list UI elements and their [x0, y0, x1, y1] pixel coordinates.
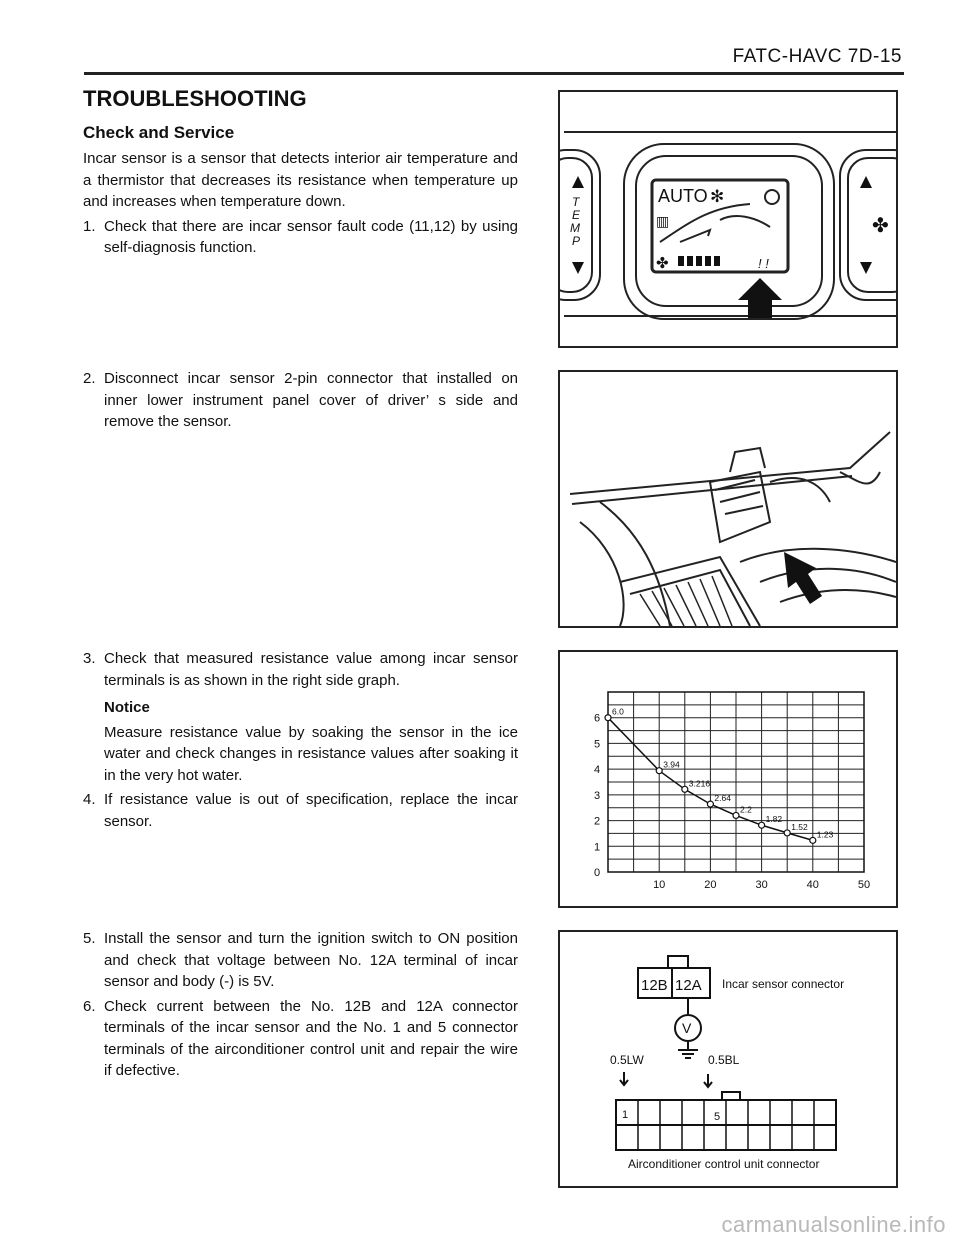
data-point	[810, 837, 816, 843]
control-panel-illustration	[560, 92, 896, 346]
control-panel-figure	[558, 90, 898, 348]
step-item	[83, 789, 518, 832]
x-tick-label: 50	[857, 879, 871, 891]
data-point	[605, 715, 611, 721]
fan-icon: ✤	[872, 213, 889, 237]
temp-letter: E	[572, 208, 581, 222]
temp-letter: T	[572, 195, 580, 209]
svg-text:✻: ✻	[710, 187, 725, 207]
incar-connector-label: Incar sensor connector	[722, 977, 845, 991]
data-point	[733, 812, 739, 818]
data-label: 1.82	[765, 814, 783, 825]
notice-heading: Notice	[104, 699, 150, 716]
fan-icon: ✤	[656, 254, 669, 272]
step-number: 6.	[83, 997, 96, 1015]
resistance-graph-figure	[558, 650, 898, 908]
step-text: Check that measured resistance value among incar sensor terminals is as shown in the right side graph.	[104, 650, 518, 689]
temp-letter: M	[570, 221, 580, 235]
watermark: carmanualsonline.info	[721, 1212, 946, 1237]
wire-bl-label: 0.5BL	[708, 1053, 740, 1067]
intro-block	[83, 148, 518, 261]
step-item	[83, 368, 518, 433]
data-point	[707, 801, 713, 807]
x-tick-label: 20	[704, 879, 717, 891]
data-label: 3.216	[688, 778, 711, 789]
y-tick-label: 2	[594, 815, 601, 828]
resistance-chart	[560, 652, 896, 906]
page-header: FATC-HAVC 7D-15	[732, 46, 902, 67]
step-number: 4.	[83, 791, 96, 808]
step-item	[83, 648, 518, 691]
sensor-location-illustration	[560, 372, 896, 626]
data-point	[682, 786, 688, 792]
step-3-block	[83, 648, 518, 834]
sensor-location-figure	[558, 370, 898, 628]
notice-text: Measure resistance value by soaking the sensor in the ice water and check changes in resistance values after soaking it in the very hot water.	[104, 723, 518, 784]
y-tick-label: 4	[594, 764, 601, 777]
step-number: 5.	[83, 930, 96, 947]
step-2-block	[83, 368, 518, 435]
wiring-diagram	[560, 932, 896, 1186]
step-text: If resistance value is out of specification, replace the incar sensor.	[104, 791, 518, 830]
data-point	[784, 830, 790, 836]
data-label: 1.52	[791, 821, 808, 832]
step-number: 3.	[83, 650, 96, 667]
temp-letter: P	[572, 234, 581, 248]
step-text: Check that there are incar sensor fault code (11,12) by using self-diagnosis function.	[104, 217, 518, 256]
step-text: Disconnect incar sensor 2-pin connector that installed on inner lower instrument panel cover of driver’ s side and remove the sensor.	[104, 370, 518, 430]
step-item	[83, 928, 518, 993]
intro-paragraph: Incar sensor is a sensor that detects interior air temperature and a thermistor that decreases its resistance when temperature up and increases when temperature down.	[83, 150, 518, 210]
svg-text:! !: ! !	[758, 256, 769, 271]
header-rule	[84, 72, 904, 75]
section-subtitle: Check and Service	[83, 123, 235, 142]
y-tick-label: 0	[594, 867, 601, 879]
data-label: 2.2	[740, 804, 752, 815]
panel-auto-label: AUTO	[658, 186, 708, 206]
x-tick-label: 30	[755, 879, 768, 891]
x-tick-label: 40	[806, 879, 819, 891]
step-text: Install the sensor and turn the ignition switch to ON position and check that voltage between No. 12A terminal of incar sensor and body (-) is 5V.	[104, 930, 518, 990]
y-tick-label: 1	[594, 841, 601, 854]
data-label: 6.0	[612, 706, 624, 717]
step-5-block	[83, 928, 518, 1084]
wire-lw-label: 0.5LW	[610, 1053, 644, 1067]
terminal-1-label: 1	[622, 1109, 629, 1121]
y-tick-label: 6	[594, 712, 601, 725]
data-label: 3.94	[663, 759, 680, 770]
pin-12b-label: 12B	[641, 977, 668, 994]
step-number: 1.	[83, 217, 96, 235]
pin-12a-label: 12A	[675, 977, 702, 994]
x-tick-label: 10	[653, 879, 666, 891]
step-text: Check current between the No. 12B and 12A connector terminals of the incar sensor and the No. 1 and 5 connector terminals of the airconditioner control unit and repair the wire if defective.	[104, 997, 518, 1079]
svg-text:▥: ▥	[656, 214, 670, 230]
voltmeter-label: V	[682, 1020, 692, 1036]
section-title: TROUBLESHOOTING	[83, 86, 307, 111]
terminal-5-label: 5	[714, 1111, 721, 1123]
data-label: 2.64	[714, 793, 731, 804]
wiring-diagram-figure	[558, 930, 898, 1188]
y-tick-label: 3	[594, 789, 601, 802]
y-tick-label: 5	[594, 738, 601, 751]
data-point	[759, 822, 765, 828]
control-unit-label: Airconditioner control unit connector	[628, 1157, 820, 1171]
step-number: 2.	[83, 370, 96, 387]
step-item	[83, 216, 518, 259]
data-point	[656, 768, 662, 774]
data-label: 1.23	[816, 829, 834, 840]
step-item	[83, 996, 518, 1082]
